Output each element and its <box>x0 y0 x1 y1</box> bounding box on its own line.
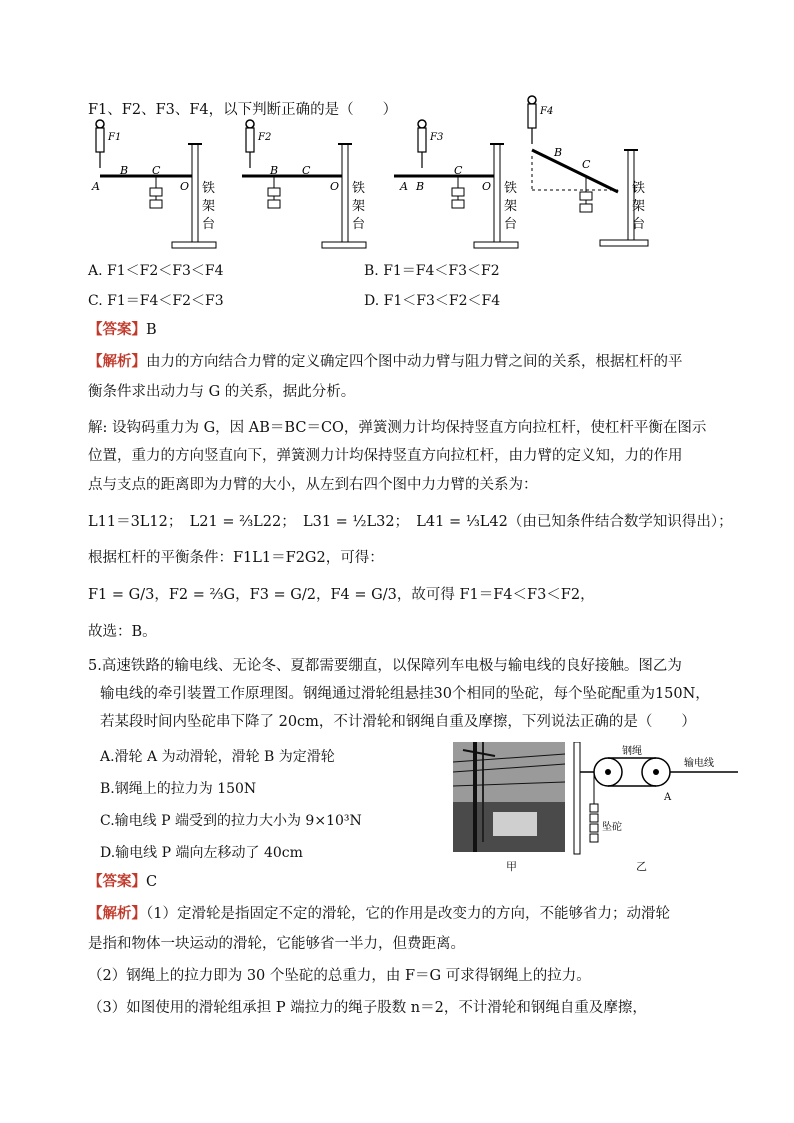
svg-text:A: A <box>664 792 672 803</box>
q4-option-b: B. F1＝F4＜F3＜F2 <box>364 263 500 279</box>
lever-figure-1 <box>88 118 223 253</box>
svg-text:F2: F2 <box>258 132 272 143</box>
q5-analysis-line-3: （2）钢绳上的拉力即为 30 个坠砣的总重力，由 F＝G 可求得钢绳上的拉力。 <box>88 968 591 984</box>
svg-text:铁: 铁 <box>632 181 646 196</box>
svg-text:架: 架 <box>202 199 216 214</box>
q4-analysis-line-5: 点与支点的距离即为力臂的大小，从左到右四个图中力力臂的关系为： <box>88 477 538 493</box>
svg-text:输电线: 输电线 <box>684 758 714 769</box>
q5-stem-line-3: 若某段时间内坠砣串下降了 20cm，不计滑轮和钢绳自重及摩擦，下列说法正确的是（ ） <box>100 714 696 730</box>
railway-photo <box>453 742 565 852</box>
q5-option-d: D.输电线 P 端向左移动了 40cm <box>100 845 303 861</box>
svg-text:台: 台 <box>632 217 646 232</box>
svg-text:架: 架 <box>352 199 366 214</box>
svg-text:钢绳: 钢绳 <box>622 746 642 757</box>
svg-text:架: 架 <box>632 199 646 214</box>
svg-text:F1: F1 <box>108 132 122 143</box>
svg-text:铁: 铁 <box>352 181 366 196</box>
svg-text:C: C <box>152 164 161 177</box>
svg-text:台: 台 <box>202 217 216 232</box>
svg-text:B: B <box>554 146 563 159</box>
lever-figure-3 <box>390 118 525 253</box>
svg-text:O: O <box>180 180 190 193</box>
q5-analysis-line-1: 【解析】（1）定滑轮是指固定不定的滑轮，它的作用是改变力的方向，不能够省力；动滑轮 <box>88 905 670 922</box>
svg-text:C: C <box>302 164 311 177</box>
q4-analysis-line-3: 解: 设钩码重力为 G，因 AB＝BC＝CO，弹簧测力计均保持竖直方向拉杠杆，使杠杆平衡在图示 <box>88 420 707 436</box>
svg-text:C: C <box>454 164 463 177</box>
q5-analysis-line-2: 是指和物体一块运动的滑轮，它能够省一半力，但费距离。 <box>88 936 465 952</box>
q4-stem: F1、F2、F3、F4，以下判断正确的是（ ） <box>88 102 398 118</box>
svg-text:A: A <box>92 180 100 193</box>
svg-text:铁: 铁 <box>202 181 216 196</box>
q5-option-b: B.钢绳上的拉力为 150N <box>100 781 257 797</box>
svg-text:架: 架 <box>504 199 518 214</box>
lever-figure-4 <box>520 94 660 254</box>
svg-text:C: C <box>582 158 591 171</box>
pulley-diagram <box>568 742 743 857</box>
photo-caption-jia: 甲 <box>506 860 517 873</box>
q4-option-d: D. F1＜F3＜F2＜F4 <box>364 293 501 309</box>
svg-text:坠砣: 坠砣 <box>602 822 622 833</box>
svg-text:O: O <box>482 180 492 193</box>
q4-analysis-line-8: F1 = G/3，F2 = ⅔G，F3 = G/2，F4 = G/3，故可得 F1＝F4＜F3＜F2， <box>88 587 595 603</box>
q5-answer: 【答案】C <box>88 873 158 890</box>
svg-text:台: 台 <box>504 217 518 232</box>
q4-analysis-line-4: 位置，重力的方向竖直向下，弹簧测力计均保持竖直方向拉杠杆，由力臂的定义知，力的作用 <box>88 448 683 464</box>
q4-analysis-line-9: 故选：B。 <box>88 624 157 640</box>
q4-analysis-line-7: 根据杠杆的平衡条件：F1L1＝F2G2，可得： <box>88 550 384 566</box>
q5-option-a: A.滑轮 A 为动滑轮，滑轮 B 为定滑轮 <box>100 749 335 765</box>
q4-option-c: C. F1＝F4＜F2＜F3 <box>88 293 224 309</box>
q4-option-a: A. F1＜F2＜F3＜F4 <box>88 263 224 279</box>
svg-text:F4: F4 <box>540 106 554 117</box>
q5-option-c: C.输电线 P 端受到的拉力大小为 9×10³N <box>100 813 362 829</box>
svg-text:B: B <box>416 180 425 193</box>
q5-analysis-line-4: （3）如图使用的滑轮组承担 P 端拉力的绳子股数 n＝2，不计滑轮和钢绳自重及摩擦， <box>88 1000 647 1016</box>
svg-text:F3: F3 <box>430 132 444 143</box>
q5-stem-line-2: 输电线的牵引装置工作原理图。钢绳通过滑轮组悬挂30个相同的坠砣，每个坠砣配重为150N， <box>100 686 710 702</box>
svg-text:铁: 铁 <box>504 181 518 196</box>
q4-answer: 【答案】B <box>88 321 157 338</box>
svg-text:B: B <box>270 164 279 177</box>
q4-analysis-line-6: L11＝3L12； L21 = ⅔L22； L31 = ½L32； L41 = ⅓L42（由已知条件结合数学知识得出）； <box>88 514 733 530</box>
q5-stem-line-1: 5.高速铁路的输电线、无论冬、夏都需要绷直，以保障列车电极与输电线的良好接触。图乙为 <box>88 658 682 674</box>
diagram-caption-yi: 乙 <box>636 860 647 873</box>
svg-text:台: 台 <box>352 217 366 232</box>
lever-figure-2 <box>238 118 373 253</box>
svg-text:B: B <box>120 164 129 177</box>
svg-text:A: A <box>400 180 408 193</box>
q4-analysis-line-2: 衡条件求出动力与 G 的关系，据此分析。 <box>88 384 356 400</box>
q4-analysis-line-1: 【解析】由力的方向结合力臂的定义确定四个图中动力臂与阻力臂之间的关系，根据杠杆的平 <box>88 353 683 370</box>
svg-text:O: O <box>330 180 340 193</box>
